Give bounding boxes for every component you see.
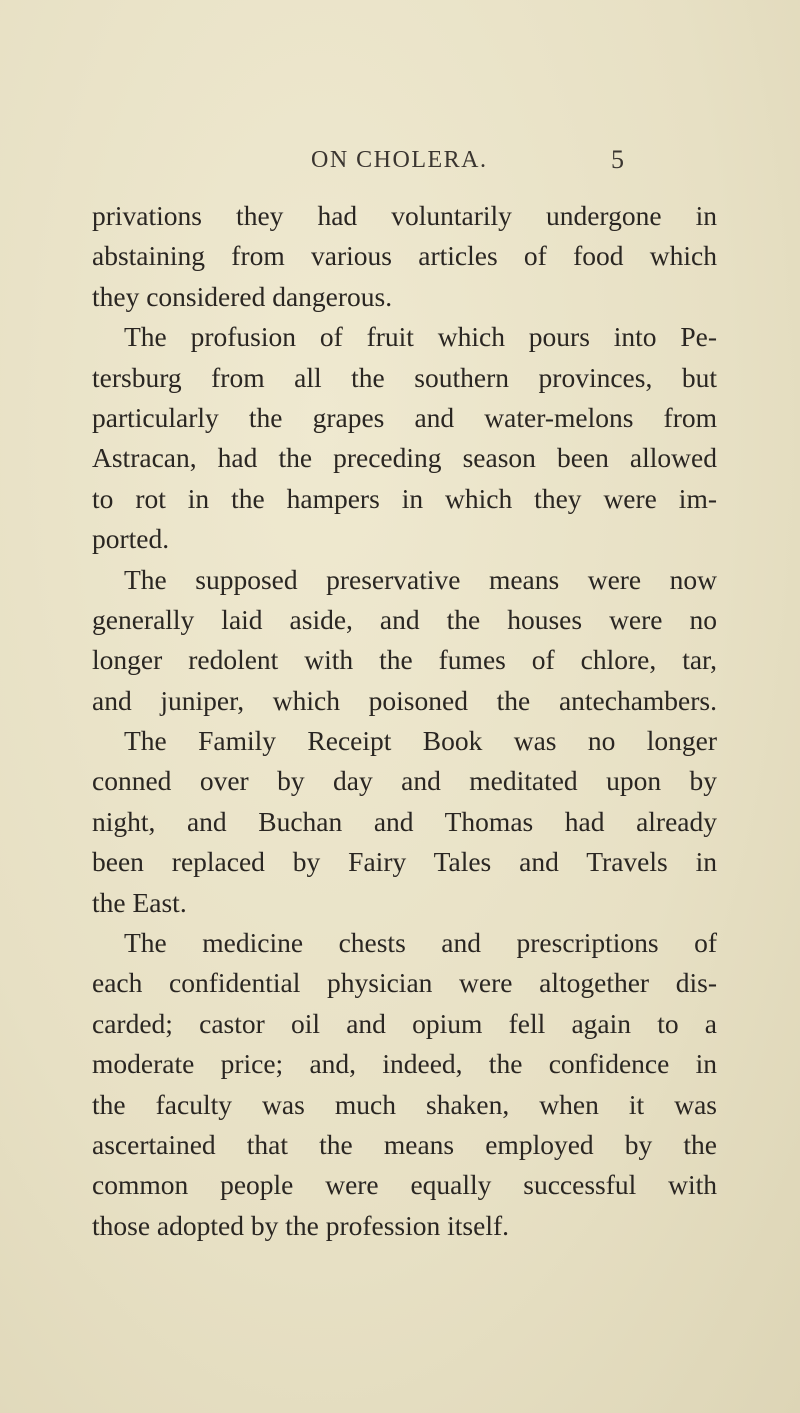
text-line: The Family Receipt Book was no longer — [124, 725, 717, 757]
text-line: generally laid aside, and the houses were no — [92, 603, 717, 635]
text-line: ascertained that the means employed by the — [92, 1128, 717, 1160]
running-title: ON CHOLERA. — [311, 147, 488, 173]
text-line: night, and Buchan and Thomas had already — [92, 805, 717, 837]
text-line: longer redolent with the fumes of chlore, tar, — [92, 644, 717, 676]
text-line: abstaining from various articles of food which — [92, 240, 717, 272]
text-line: those adopted by the profession itself. — [92, 1209, 509, 1241]
text-line: carded; castor oil and opium fell again to a — [92, 1007, 717, 1039]
text-line: Astracan, had the preceding season been allowed — [92, 442, 717, 474]
text-line: moderate price; and, indeed, the confidence in — [92, 1048, 717, 1080]
text-line: and juniper, which poisoned the antechambers. — [92, 684, 717, 716]
text-line: the faculty was much shaken, when it was — [92, 1088, 717, 1120]
text-line: The medicine chests and prescriptions of — [124, 927, 717, 959]
text-line: conned over by day and meditated upon by — [92, 765, 717, 797]
text-line: The profusion of fruit which pours into Pe- — [124, 321, 717, 353]
text-line: common people were equally successful with — [92, 1169, 717, 1201]
text-line: they considered dangerous. — [92, 280, 393, 312]
text-line: The supposed preservative means were now — [124, 563, 717, 595]
text-line: particularly the grapes and water-melons from — [92, 401, 717, 433]
text-line: the East. — [92, 886, 187, 918]
text-line: been replaced by Fairy Tales and Travels in — [92, 846, 717, 878]
text-line: privations they had voluntarily undergone in — [92, 200, 717, 231]
text-line: each confidential physician were altogether dis- — [92, 967, 717, 999]
body-text — [92, 196, 717, 1246]
page-number: 5 — [611, 145, 624, 174]
text-line: to rot in the hampers in which they were im- — [92, 482, 717, 514]
text-line: tersburg from all the southern provinces, but — [92, 361, 717, 393]
text-line: ported. — [92, 523, 170, 555]
